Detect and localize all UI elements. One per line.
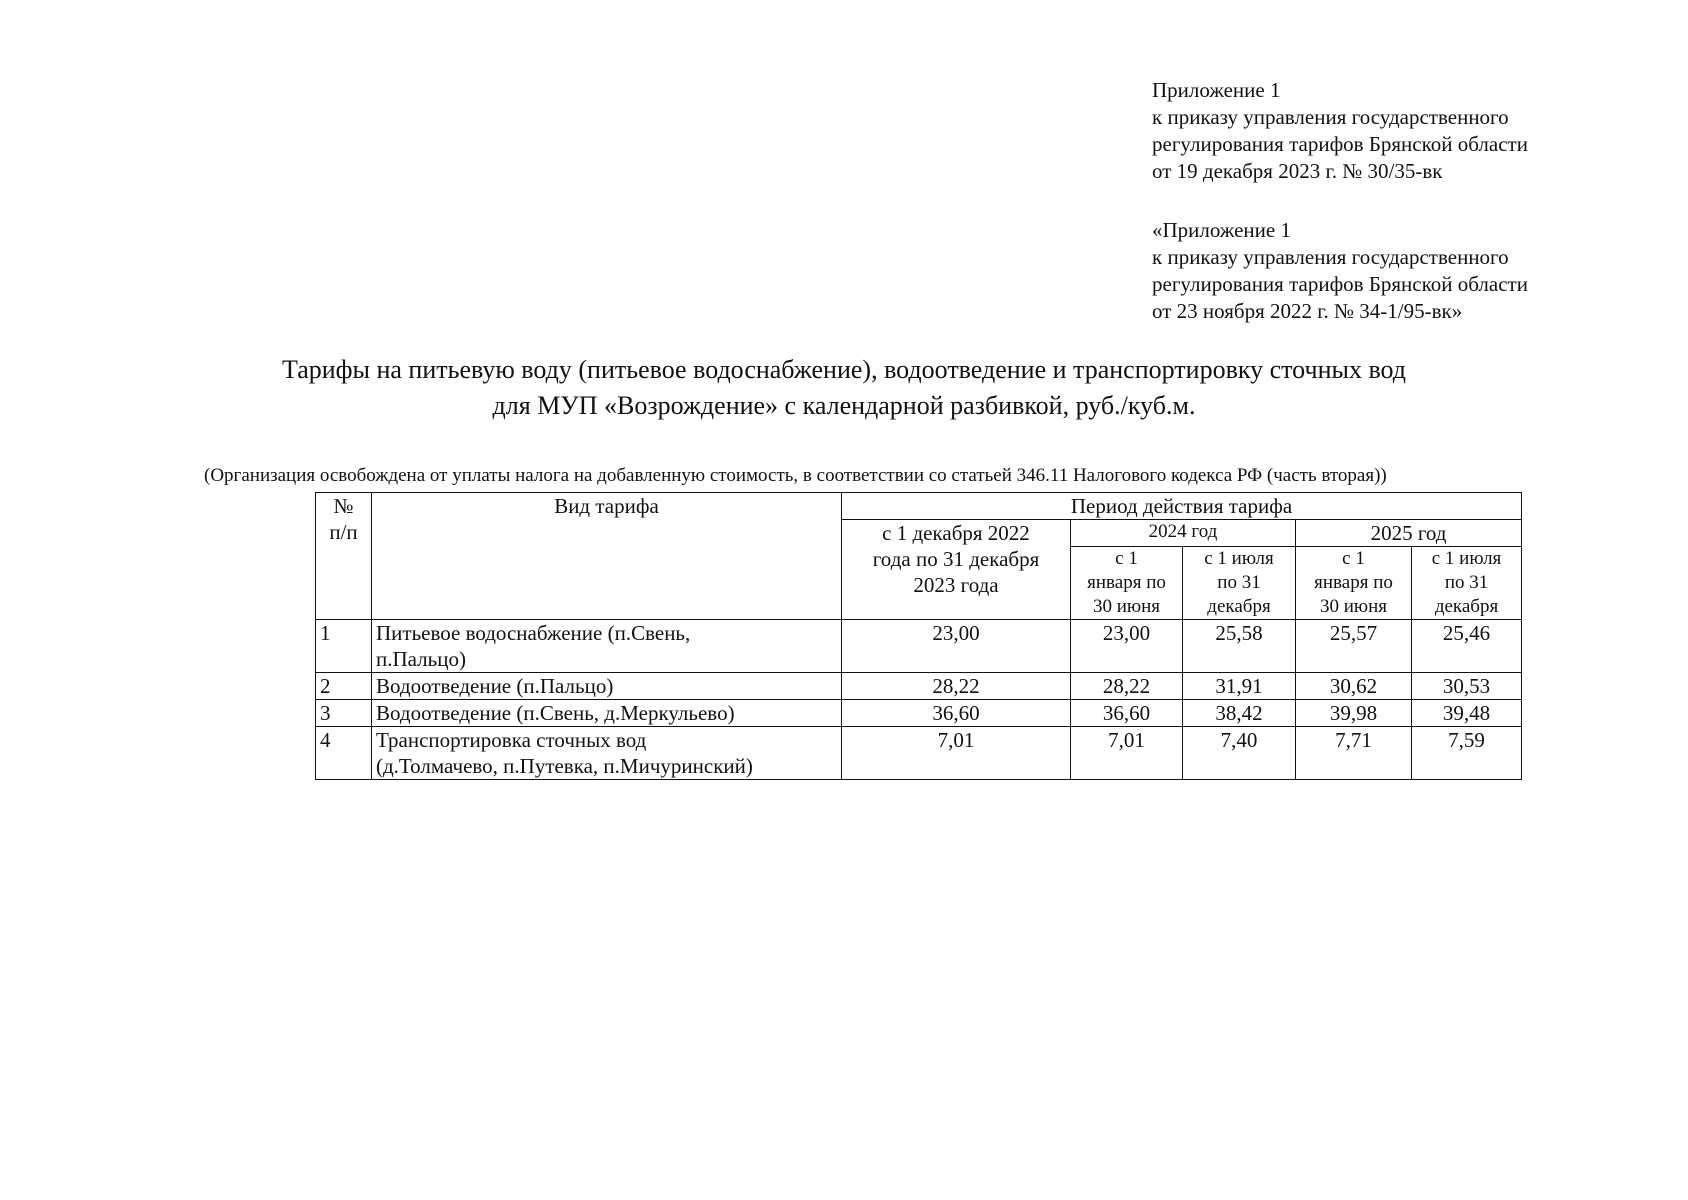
header-period: Период действия тарифа <box>842 493 1522 520</box>
title-line-1: Тарифы на питьевую воду (питьевое водоснабжение), водоотведение и транспортировку сточных вод <box>281 355 1407 384</box>
header-period-2022-line: 2023 года <box>913 573 999 597</box>
row-tariff-kind <box>372 700 842 727</box>
header-cell-line: с 1 <box>1115 548 1138 569</box>
row-value-2022: 23,00 <box>842 620 1071 673</box>
row-value-2025-h2: 7,59 <box>1412 727 1522 780</box>
appendix-line: к приказу управления государственного <box>1152 105 1509 129</box>
header-period-2022 <box>842 520 1071 620</box>
row-value-2025-h1: 30,62 <box>1296 673 1412 700</box>
appendix-line: к приказу управления государственного <box>1152 245 1509 269</box>
tariffs-table <box>315 492 1522 780</box>
header-2025-h2 <box>1412 547 1522 620</box>
header-cell-line: января по <box>1087 572 1166 593</box>
header-tariff-kind: Вид тарифа <box>372 493 842 620</box>
row-value-2024-h2: 7,40 <box>1183 727 1296 780</box>
appendix-line: регулирования тарифов Брянской области <box>1152 132 1528 156</box>
header-cell-line: января по <box>1314 572 1393 593</box>
vat-note: (Организация освобождена от уплаты налога на добавленную стоимость, в соответствии со статьей 346.11 Налогового кодекса РФ (часть вторая)) <box>204 465 1387 486</box>
row-tariff-kind <box>372 620 842 673</box>
row-value-2024-h1: 28,22 <box>1071 673 1183 700</box>
title-line-2: для МУП «Возрождение» с календарной разбивкой, руб./куб.м. <box>492 391 1196 420</box>
header-period-2022-line: с 1 декабря 2022 <box>882 521 1030 545</box>
table-row <box>316 673 1522 700</box>
row-value-2024-h1: 36,60 <box>1071 700 1183 727</box>
header-cell-line: с 1 <box>1342 548 1365 569</box>
header-cell-line: по 31 <box>1444 572 1489 593</box>
row-value-2025-h2: 25,46 <box>1412 620 1522 673</box>
row-value-2025-h2: 30,53 <box>1412 673 1522 700</box>
row-tariff-kind <box>372 673 842 700</box>
header-cell-line: 30 июня <box>1092 596 1161 617</box>
row-value-2024-h2: 25,58 <box>1183 620 1296 673</box>
row-value-2022: 7,01 <box>842 727 1071 780</box>
header-2024-h1 <box>1071 547 1183 620</box>
appendix-line: Приложение 1 <box>1152 78 1281 102</box>
header-number-line: № <box>333 494 354 518</box>
table-row <box>316 700 1522 727</box>
row-value-2022: 36,60 <box>842 700 1071 727</box>
row-number: 1 <box>316 620 372 673</box>
row-tariff-kind <box>372 727 842 780</box>
row-tariff-kind-line: п.Пальцо) <box>376 647 466 671</box>
appendix-line: от 23 ноября 2022 г. № 34-1/95-вк» <box>1152 299 1463 323</box>
header-number <box>316 493 372 620</box>
table-row <box>316 727 1522 780</box>
document-title <box>0 352 1688 424</box>
header-number-line: п/п <box>329 520 358 544</box>
row-value-2025-h2: 39,48 <box>1412 700 1522 727</box>
appendix-header-current <box>1152 77 1528 185</box>
row-value-2024-h1: 23,00 <box>1071 620 1183 673</box>
row-tariff-kind-line: Водоотведение (п.Свень, д.Меркульево) <box>376 701 735 725</box>
appendix-line: регулирования тарифов Брянской области <box>1152 272 1528 296</box>
row-value-2024-h2: 38,42 <box>1183 700 1296 727</box>
row-value-2024-h2: 31,91 <box>1183 673 1296 700</box>
row-value-2025-h1: 39,98 <box>1296 700 1412 727</box>
row-tariff-kind-line: (д.Толмачево, п.Путевка, п.Мичуринский) <box>376 754 753 778</box>
row-number: 4 <box>316 727 372 780</box>
row-tariff-kind-line: Водоотведение (п.Пальцо) <box>376 674 614 698</box>
header-year-2025: 2025 год <box>1296 520 1522 547</box>
row-value-2022: 28,22 <box>842 673 1071 700</box>
header-cell-line: с 1 июля <box>1431 548 1502 569</box>
table-row <box>316 620 1522 673</box>
appendix-line: от 19 декабря 2023 г. № 30/35-вк <box>1152 159 1443 183</box>
header-cell-line: с 1 июля <box>1204 548 1274 569</box>
header-cell-line: декабря <box>1434 596 1499 617</box>
row-tariff-kind-line: Питьевое водоснабжение (п.Свень, <box>376 621 691 645</box>
appendix-line: «Приложение 1 <box>1152 218 1291 242</box>
header-cell-line: по 31 <box>1217 572 1261 593</box>
header-cell-line: 30 июня <box>1319 596 1388 617</box>
row-number: 2 <box>316 673 372 700</box>
row-value-2024-h1: 7,01 <box>1071 727 1183 780</box>
appendix-header-original <box>1152 217 1528 325</box>
header-2025-h1 <box>1296 547 1412 620</box>
row-value-2025-h1: 7,71 <box>1296 727 1412 780</box>
header-2024-h2 <box>1183 547 1296 620</box>
row-number: 3 <box>316 700 372 727</box>
header-period-2022-line: года по 31 декабря <box>872 547 1040 571</box>
header-year-2024: 2024 год <box>1071 520 1296 547</box>
row-value-2025-h1: 25,57 <box>1296 620 1412 673</box>
header-cell-line: декабря <box>1207 596 1271 617</box>
row-tariff-kind-line: Транспортировка сточных вод <box>376 728 647 752</box>
